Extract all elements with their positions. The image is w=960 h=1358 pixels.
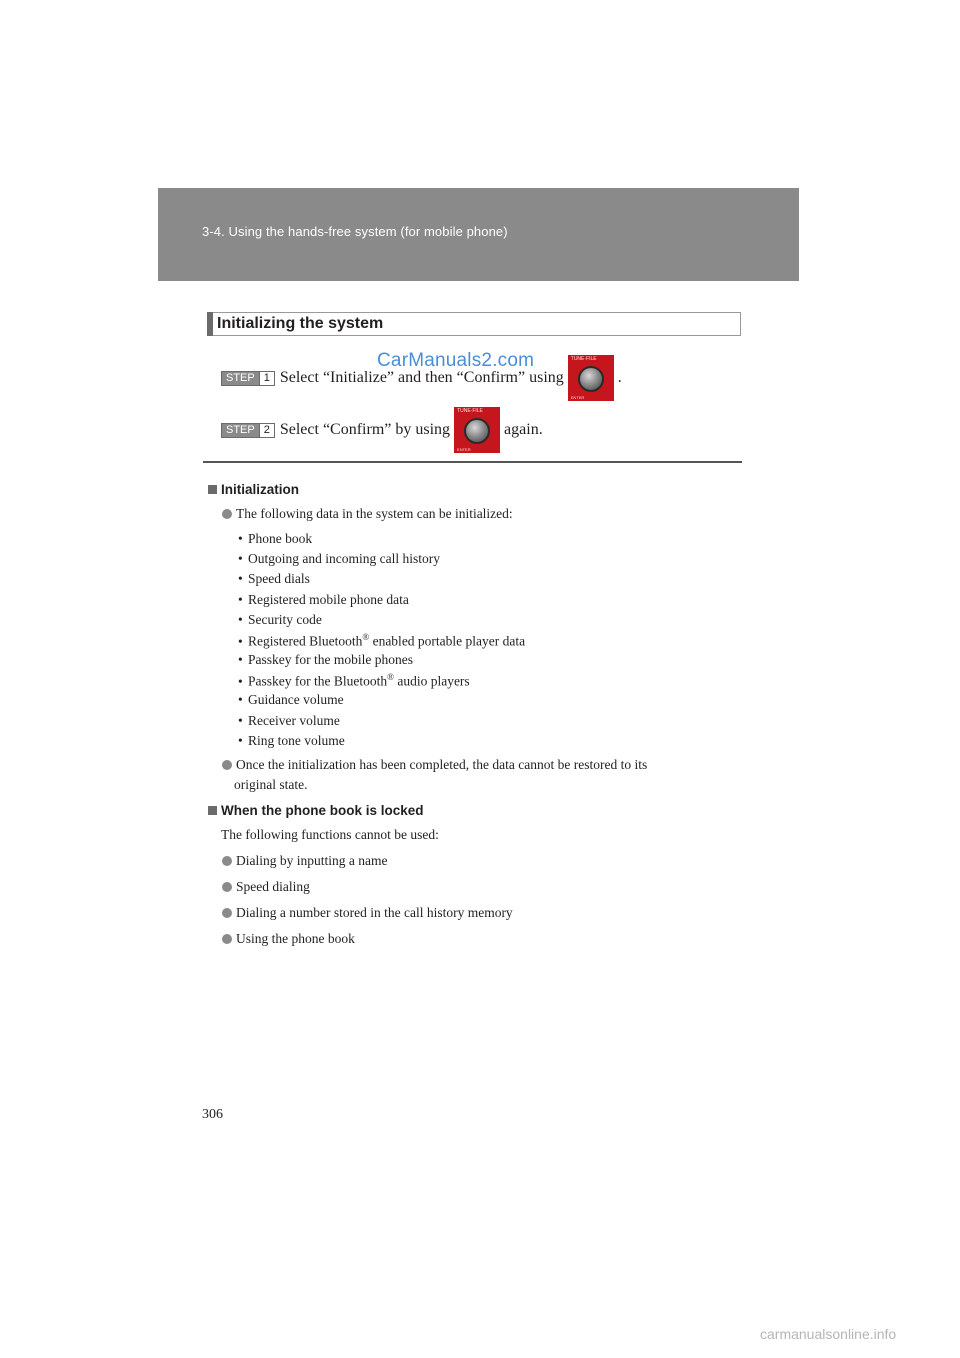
list-item [222,757,647,773]
list-item: • Passkey for the Bluetooth® audio players [238,672,470,689]
square-bullet-icon [208,485,217,494]
bullet-text: Dialing by inputting a name [236,853,388,868]
note-heading: When the phone book is locked [221,803,424,818]
step-2-suffix: again. [504,421,543,438]
circle-bullet-icon [222,934,232,944]
note-heading: Initialization [221,482,300,497]
list-item: • Phone book [238,531,313,546]
section-title-bar [207,312,213,336]
section-divider [203,461,742,463]
breadcrumb: 3-4. Using the hands-free system (for mobile phone) [202,224,508,239]
item-text: Security code [248,612,322,627]
item-text: Phone book [248,531,313,546]
step-2-badge [221,423,275,438]
bullet-text: Speed dialing [236,879,310,894]
square-bullet-icon [208,806,217,815]
circle-bullet-icon [222,760,232,770]
item-text: Receiver volume [248,713,340,728]
circle-bullet-icon [222,882,232,892]
list-item: • Ring tone volume [238,733,345,748]
list-item [222,931,355,947]
list-item: • Registered Bluetooth® enabled portable player data [238,632,526,649]
watermark-text: CarManuals2.com [377,350,535,371]
tune-select-knob-icon [454,407,500,453]
item-text: Outgoing and incoming call history [248,551,440,566]
bullet-text: Using the phone book [236,931,355,946]
section-title: Initializing the system [217,315,384,332]
knob-label-bottom: ENTER [570,395,585,400]
knob-dial [578,366,604,392]
note-initialization-heading [208,480,299,500]
step-1-badge [221,371,275,386]
footer-watermark: carmanualsonline.info [760,1326,897,1342]
list-item: • Passkey for the mobile phones [238,652,413,667]
item-text: Registered mobile phone data [248,592,409,607]
list-item: • Security code [238,612,322,627]
step-2-text: Select “Confirm” by using [279,421,451,438]
circle-bullet-icon [222,908,232,918]
item-text: Passkey for the mobile phones [248,652,413,667]
note-intro: The following functions cannot be used: [221,827,439,842]
list-item [222,879,310,895]
list-item [222,853,387,869]
page-number: 306 [202,1107,223,1122]
knob-label-top: TUNE·FILE [570,356,597,362]
item-text: Ring tone volume [248,733,345,748]
step-badge-number: 1 [259,372,274,385]
tune-select-knob-icon [568,355,614,401]
item-text: Speed dials [248,571,310,586]
note-locked-heading [208,801,424,821]
list-item [222,905,513,921]
circle-bullet-icon [222,509,232,519]
item-text-suffix: enabled portable player data [369,633,526,649]
circle-bullet-icon [222,856,232,866]
step-badge-word: STEP [222,372,259,385]
registered-mark: ® [362,632,370,642]
list-item: • Registered mobile phone data [238,592,409,607]
bullet-text: Once the initialization has been completed, the data cannot be restored to its [236,757,648,772]
step-1-period: . [617,369,622,386]
list-item: • Receiver volume [238,713,340,728]
step-badge-word: STEP [222,424,259,437]
item-text: Passkey for the Bluetooth [248,673,388,689]
list-item: • Outgoing and incoming call history [238,551,440,566]
bullet-text: Dialing a number stored in the call history memory [236,905,513,920]
knob-dial [464,418,490,444]
registered-mark: ® [387,672,394,682]
step-2 [221,407,543,453]
knob-label-bottom: ENTER [457,447,471,452]
step-badge-number: 2 [259,424,274,437]
knob-label-top: TUNE·FILE [457,408,483,414]
section-title-box [207,312,741,336]
chapter-header-band [158,188,799,281]
bullet-text-continuation: original state. [234,777,308,792]
item-text: Guidance volume [248,692,344,707]
list-item [222,506,513,522]
list-item: • Speed dials [238,571,310,586]
step-1-text: Select “Initialize” and then “Confirm” using [279,369,564,386]
step-1 [221,355,622,401]
item-text-suffix: audio players [393,673,470,689]
bullet-text: The following data in the system can be initialized: [236,506,513,521]
list-item: • Guidance volume [238,692,344,707]
item-text: Registered Bluetooth [248,633,363,649]
